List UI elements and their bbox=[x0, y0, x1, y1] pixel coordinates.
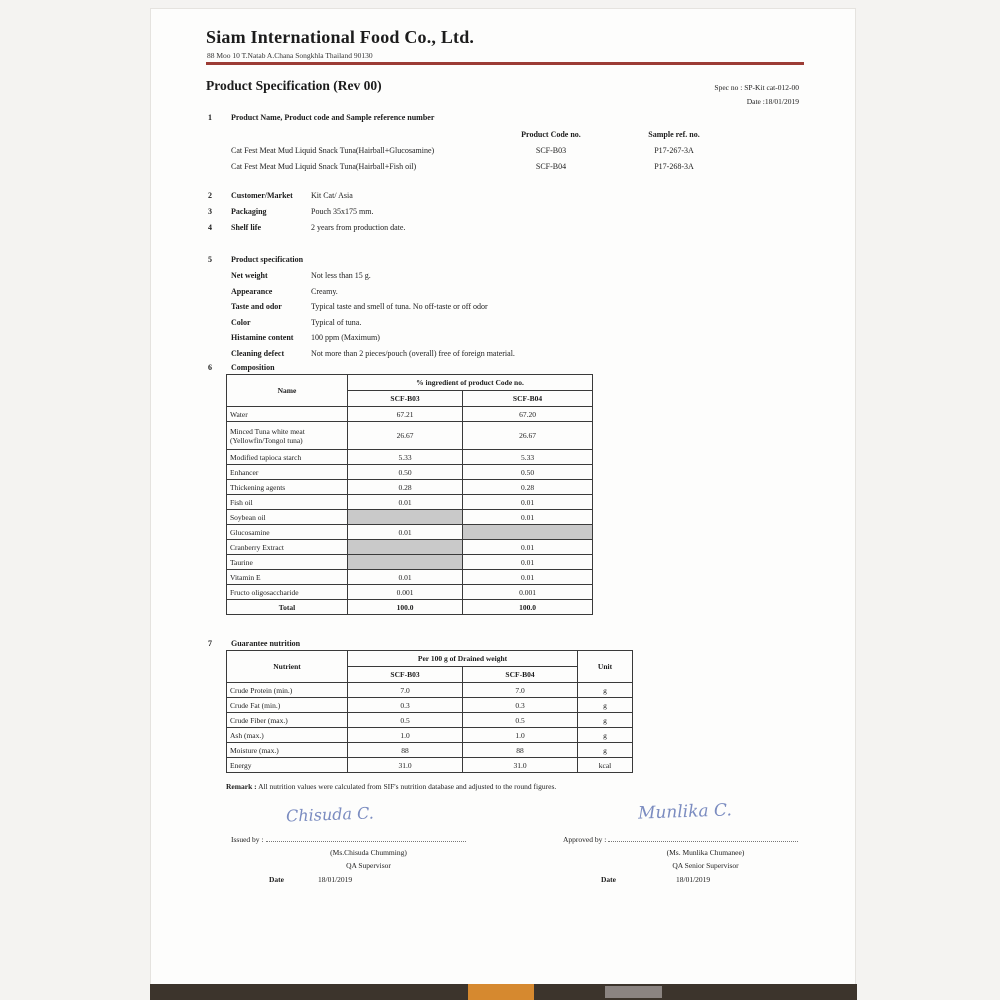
shaded-cell bbox=[348, 555, 463, 570]
table-row: Moisture (max.) 88 88 g bbox=[227, 743, 633, 758]
shaded-cell bbox=[348, 540, 463, 555]
spec-row-value: Creamy. bbox=[311, 287, 338, 296]
section4-label: Shelf life bbox=[231, 223, 261, 232]
table-row: Vitamin E 0.01 0.01 bbox=[227, 570, 593, 585]
table-row: Modified tapioca starch 5.33 5.33 bbox=[227, 450, 593, 465]
remark-label: Remark : bbox=[226, 782, 257, 791]
document-title: Product Specification (Rev 00) bbox=[206, 78, 382, 93]
section4-number: 4 bbox=[208, 223, 212, 232]
section5-title: Product specification bbox=[231, 255, 304, 264]
table-row: Soybean oil 0.01 bbox=[227, 510, 593, 525]
section1-title: Product Name, Product code and Sample reference number bbox=[231, 113, 435, 122]
signature-line bbox=[266, 840, 467, 842]
approved-date-label: Date bbox=[601, 875, 616, 884]
signature-line bbox=[608, 840, 798, 842]
spec-date: Date :18/01/2019 bbox=[746, 97, 799, 106]
section7-title: Guarantee nutrition bbox=[231, 639, 301, 648]
nutrition-table bbox=[226, 650, 633, 773]
table-row: Ash (max.) 1.0 1.0 g bbox=[227, 728, 633, 743]
nutrition-group-header: Per 100 g of Drained weight bbox=[348, 651, 578, 667]
issued-name: (Ms.Chisuda Chumming) bbox=[330, 848, 407, 857]
table-row: Enhancer 0.50 0.50 bbox=[227, 465, 593, 480]
spec-number: Spec no : SP-Kit cat-012-00 bbox=[714, 83, 799, 92]
spec-row-label: Cleaning defect bbox=[231, 349, 285, 358]
issued-date: 18/01/2019 bbox=[318, 875, 353, 884]
section7-number: 7 bbox=[208, 639, 212, 648]
section2-number: 2 bbox=[208, 191, 212, 200]
approved-date: 18/01/2019 bbox=[676, 875, 711, 884]
section3-number: 3 bbox=[208, 207, 212, 216]
section2-label: Customer/Market bbox=[231, 191, 293, 200]
spec-row-label: Taste and odor bbox=[231, 302, 282, 311]
spec-row-label: Histamine content bbox=[231, 333, 294, 342]
product-code-1: SCF-B03 bbox=[535, 146, 567, 155]
section5-number: 5 bbox=[208, 255, 212, 264]
composition-b04-header: SCF-B04 bbox=[463, 391, 593, 407]
photo-edge-gray-segment bbox=[605, 986, 662, 998]
composition-b03-header: SCF-B03 bbox=[348, 391, 463, 407]
issued-signature: Chisuda C. bbox=[285, 803, 375, 826]
shaded-cell bbox=[463, 525, 593, 540]
table-row: Taurine 0.01 bbox=[227, 555, 593, 570]
spec-row-label: Appearance bbox=[231, 287, 273, 296]
approved-by-label: Approved by : bbox=[563, 835, 607, 844]
composition-group-header: % ingredient of product Code no. bbox=[348, 375, 593, 391]
company-address: 88 Moo 10 T.Natab A.Chana Songkhla Thailand 90130 bbox=[207, 51, 373, 60]
table-row: Thickening agents 0.28 0.28 bbox=[227, 480, 593, 495]
product-code-column-header: Product Code no. bbox=[521, 130, 581, 139]
approved-role: QA Senior Supervisor bbox=[672, 861, 739, 870]
approved-by-block bbox=[563, 802, 798, 884]
product-code-2: SCF-B04 bbox=[535, 162, 567, 171]
table-row: Water 67.21 67.20 bbox=[227, 407, 593, 422]
table-row: Crude Fat (min.) 0.3 0.3 g bbox=[227, 698, 633, 713]
document-page bbox=[150, 8, 856, 985]
product-name-2: Cat Fest Meat Mud Liquid Snack Tuna(Hairball+Fish oil) bbox=[231, 162, 417, 171]
spec-row-value: Not less than 15 g. bbox=[311, 271, 371, 280]
table-row: Glucosamine 0.01 bbox=[227, 525, 593, 540]
shaded-cell bbox=[348, 510, 463, 525]
table-row: Crude Protein (min.) 7.0 7.0 g bbox=[227, 683, 633, 698]
section6-number: 6 bbox=[208, 363, 212, 372]
nutrition-remark bbox=[226, 782, 556, 791]
approved-name: (Ms. Munlika Chumanee) bbox=[666, 848, 745, 857]
sample-ref-column-header: Sample ref. no. bbox=[648, 130, 700, 139]
spec-row-value: Typical of tuna. bbox=[311, 318, 362, 327]
section6-title: Composition bbox=[231, 363, 275, 372]
spec-row-value: Typical taste and smell of tuna. No off-taste or off odor bbox=[311, 302, 488, 311]
table-row: Fructo oligosaccharide 0.001 0.001 bbox=[227, 585, 593, 600]
letterhead-rule bbox=[206, 62, 804, 65]
table-row: Crude Fiber (max.) 0.5 0.5 g bbox=[227, 713, 633, 728]
table-row: Energy 31.0 31.0 kcal bbox=[227, 758, 633, 773]
section2-value: Kit Cat/ Asia bbox=[311, 191, 353, 200]
product-name-1: Cat Fest Meat Mud Liquid Snack Tuna(Hairball+Glucosamine) bbox=[231, 146, 435, 155]
section3-label: Packaging bbox=[231, 207, 267, 216]
nutrition-b03-header: SCF-B03 bbox=[348, 667, 463, 683]
sample-ref-1: P17-267-3A bbox=[654, 146, 694, 155]
section3-value: Pouch 35x175 mm. bbox=[311, 207, 374, 216]
issued-role: QA Supervisor bbox=[346, 861, 391, 870]
spec-row-label: Net weight bbox=[231, 271, 268, 280]
table-row: Minced Tuna white meat (Yellowfin/Tongol tuna) 26.67 26.67 bbox=[227, 422, 593, 450]
nutrient-header: Nutrient bbox=[227, 651, 348, 683]
composition-table bbox=[226, 374, 593, 615]
table-total-row: Total 100.0 100.0 bbox=[227, 600, 593, 615]
remark-text: All nutrition values were calculated from SIF's nutrition database and adjusted to the round figures. bbox=[258, 782, 557, 791]
approved-signature: Munlika C. bbox=[637, 800, 733, 824]
nutrition-b04-header: SCF-B04 bbox=[463, 667, 578, 683]
issued-by-label: Issued by : bbox=[231, 835, 264, 844]
photo-edge-bar bbox=[150, 984, 857, 1000]
spec-row-label: Color bbox=[231, 318, 251, 327]
composition-name-header: Name bbox=[227, 375, 348, 407]
issued-by-block bbox=[231, 805, 466, 884]
unit-header: Unit bbox=[578, 651, 633, 683]
photo-edge-orange-segment bbox=[468, 984, 534, 1000]
spec-row-value: 100 ppm (Maximum) bbox=[311, 333, 380, 342]
spec-row-value: Not more than 2 pieces/pouch (overall) free of foreign material. bbox=[311, 349, 515, 358]
table-row: Cranberry Extract 0.01 bbox=[227, 540, 593, 555]
section1-number: 1 bbox=[208, 113, 212, 122]
section4-value: 2 years from production date. bbox=[311, 223, 406, 232]
company-name: Siam International Food Co., Ltd. bbox=[206, 27, 475, 47]
spec-meta bbox=[714, 81, 799, 109]
table-row: Fish oil 0.01 0.01 bbox=[227, 495, 593, 510]
issued-date-label: Date bbox=[269, 875, 284, 884]
sample-ref-2: P17-268-3A bbox=[654, 162, 694, 171]
